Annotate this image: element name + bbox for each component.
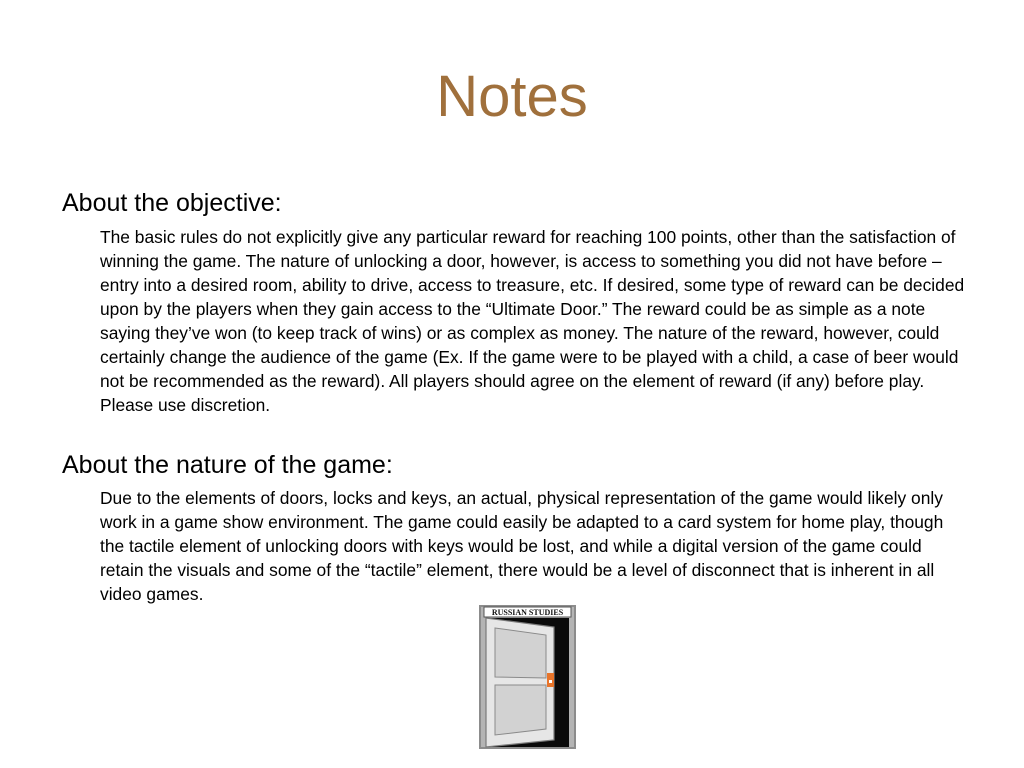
slide-title: Notes bbox=[436, 64, 588, 129]
section-body-nature: Due to the elements of doors, locks and keys, an actual, physical representation of the game would likely only work in a game show environment. The game could easily be adapted to a card system for home play, though the tactile element of unlocking doors with keys would be lost, and while a digital version of the game could retain the visuals and some of the “tactile” element, there would be a level of disconnect that is inherent in all video games. bbox=[100, 488, 944, 604]
door-sign-text: RUSSIAN STUDIES bbox=[491, 608, 564, 617]
section-body-objective: The basic rules do not explicitly give any particular reward for reaching 100 points, other than the satisfaction of winning the game. The nature of unlocking a door, however, is access to something you did not have before – entry into a desired room, ability to drive, access to treasure, etc. If desired, some type of reward can be decided upon by the players when they gain access to the “Ultimate Door.” The reward could be as simple as a note saying they’ve won (to keep track of wins) or as complex as money. The nature of the reward, however, could certainly change the audience of the game (Ex. If the game were to be played with a child, a case of beer would not be recommended as the reward). All players should agree on the element of reward (if any) before play. Please use discretion. bbox=[100, 227, 965, 415]
open-door-icon bbox=[479, 605, 576, 749]
section-heading-objective: About the objective: bbox=[62, 189, 282, 217]
section-heading-nature: About the nature of the game: bbox=[62, 451, 393, 479]
